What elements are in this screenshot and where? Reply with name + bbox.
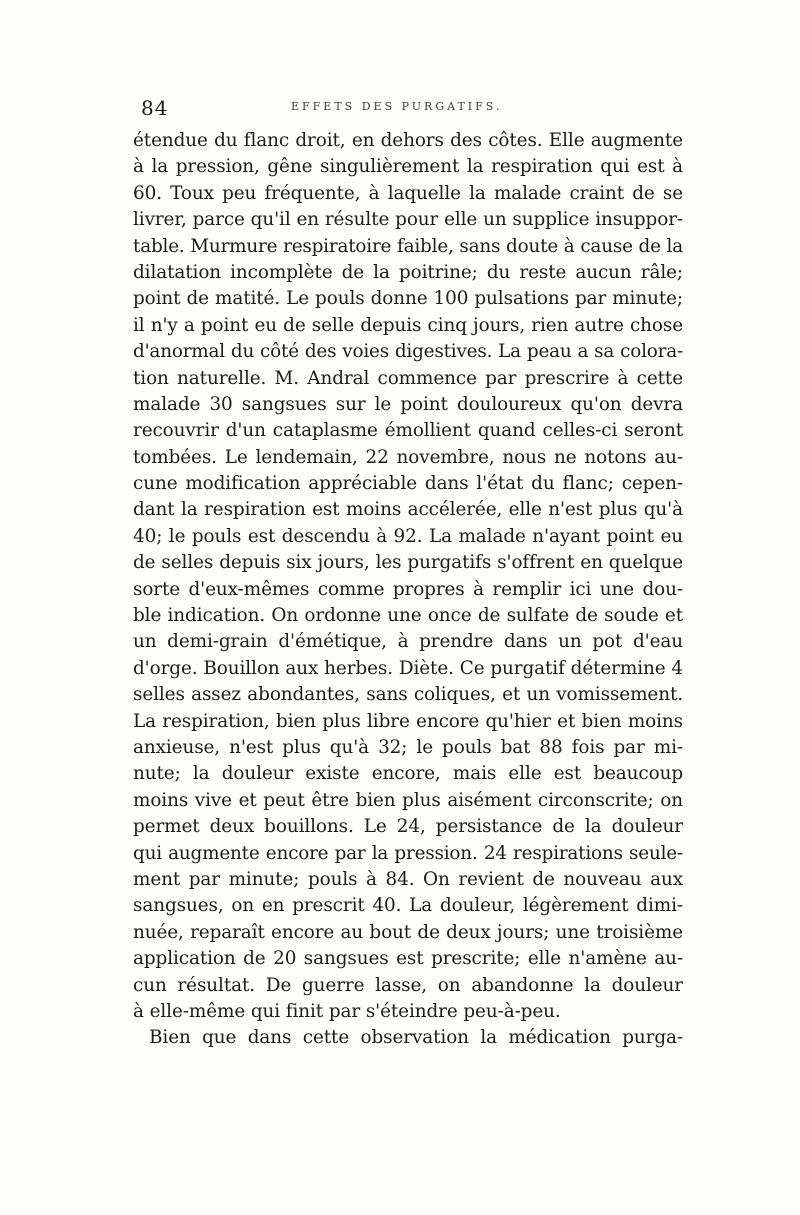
text-line: à la pression, gêne singulièrement la respiration qui est à <box>133 156 683 178</box>
text-line: 60. Toux peu fréquente, à laquelle la malade craint de se <box>133 182 683 204</box>
text-line: ble indication. On ordonne une once de sulfate de soude et <box>133 605 683 627</box>
text-line: dant la respiration est moins accélerée, elle n'est plus qu'à <box>133 499 683 521</box>
text-line: point de matité. Le pouls donne 100 pulsations par minute; <box>133 288 683 310</box>
text-line: selles assez abondantes, sans coliques, et un vomissement. <box>133 684 683 706</box>
text-line: cune modification appréciable dans l'état du flanc; cepen- <box>133 473 683 495</box>
text-line: sorte d'eux-mêmes comme propres à remplir ici une dou- <box>133 578 683 600</box>
text-line: recouvrir d'un cataplasme émollient quand celles-ci seront <box>133 420 683 442</box>
body-text <box>133 128 683 1052</box>
text-line: nute; la douleur existe encore, mais elle est beaucoup <box>133 763 683 785</box>
text-line: cun résultat. De guerre lasse, on abandonne la douleur <box>133 974 683 996</box>
text-line: d'orge. Bouillon aux herbes. Diète. Ce purgatif détermine 4 <box>133 657 683 679</box>
text-line: malade 30 sangsues sur le point douloureux qu'on devra <box>133 393 683 415</box>
text-line: tion naturelle. M. Andral commence par prescrire à cette <box>133 367 683 389</box>
text-line: livrer, parce qu'il en résulte pour elle un supplice insuppor- <box>133 209 683 231</box>
text-line: de selles depuis six jours, les purgatifs s'offrent en quelque <box>133 552 683 574</box>
page-number: 84 <box>141 96 169 120</box>
text-line: table. Murmure respiratoire faible, sans doute à cause de la <box>133 235 683 257</box>
text-line: sangsues, on en prescrit 40. La douleur, légèrement dimi- <box>133 895 683 917</box>
text-line: tombées. Le lendemain, 22 novembre, nous ne notons au- <box>133 446 683 468</box>
text-line: La respiration, bien plus libre encore qu'hier et bien moins <box>133 710 683 732</box>
text-line: 40; le pouls est descendu à 92. La malade n'ayant point eu <box>133 525 683 547</box>
text-line: moins vive et peut être bien plus aisément circonscrite; on <box>133 789 683 811</box>
text-line: il n'y a point eu de selle depuis cinq jours, rien autre chose <box>133 314 683 336</box>
running-head: EFFETS DES PURGATIFS. <box>291 100 503 113</box>
text-line: Bien que dans cette observation la médication purga- <box>149 1027 683 1049</box>
text-line: application de 20 sangsues est prescrite; elle n'amène au- <box>133 948 683 970</box>
text-line: à elle-même qui finit par s'éteindre peu-à-peu. <box>133 1000 561 1022</box>
text-line: anxieuse, n'est plus qu'à 32; le pouls bat 88 fois par mi- <box>133 736 683 758</box>
text-line: nuée, reparaît encore au bout de deux jours; une troisième <box>133 921 683 943</box>
text-line: permet deux bouillons. Le 24, persistance de la douleur <box>133 816 683 838</box>
page-header <box>141 96 680 122</box>
text-line: un demi-grain d'émétique, à prendre dans un pot d'eau <box>133 631 683 653</box>
text-line: qui augmente encore par la pression. 24 respirations seule- <box>133 842 683 864</box>
text-line: d'anormal du côté des voies digestives. La peau a sa colora- <box>133 341 683 363</box>
text-line: ment par minute; pouls à 84. On revient de nouveau aux <box>133 868 683 890</box>
text-line: étendue du flanc droit, en dehors des côtes. Elle augmente <box>133 130 683 151</box>
text-line: dilatation incomplète de la poitrine; du reste aucun râle; <box>133 261 683 283</box>
